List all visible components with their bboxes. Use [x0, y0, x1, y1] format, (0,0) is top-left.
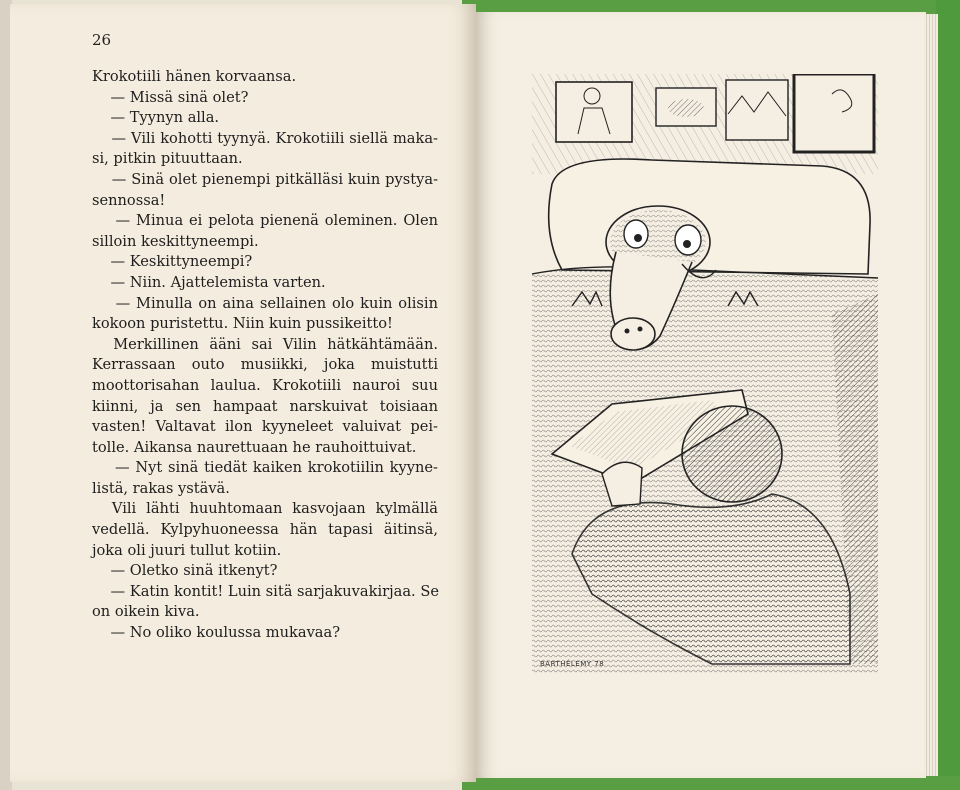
text-line: — Keskittyneempi?	[92, 253, 253, 271]
text-line: moottorisahan laulua. Krokotiili nauroi suu	[92, 376, 438, 394]
text-line: Kerrassaan outo musiikki, joka muistutti	[92, 356, 438, 374]
text-line: sennossa!	[92, 191, 166, 209]
text-line: tolle. Aikansa naurettuaan he rauhoittuivat.	[92, 438, 417, 456]
text-line: vasten! Valtavat ilon kyyneleet valuivat pei-	[92, 418, 438, 436]
text-line: vedellä. Kylpyhuoneessa hän tapasi äitinsä,	[92, 521, 438, 539]
book-cover-right	[936, 0, 960, 790]
text-line: — Vili kohotti tyynyä. Krokotiili siellä maka-	[92, 129, 438, 147]
text-line: silloin keskittyneempi.	[92, 232, 259, 250]
page-text	[92, 67, 438, 644]
text-line: kokoon puristettu. Niin kuin pussikeitto!	[92, 315, 393, 333]
page-edges	[924, 14, 938, 776]
text-line: — Sinä olet pienempi pitkälläsi kuin pystya-	[92, 170, 438, 188]
text-line: — No oliko koulussa mukavaa?	[92, 624, 341, 642]
text-line: Vili lähti huuhtomaan kasvojaan kylmällä	[92, 500, 438, 518]
text-line: — Minulla on aina sellainen olo kuin olisin	[92, 294, 438, 312]
text-line: joka oli juuri tullut kotiin.	[92, 541, 282, 559]
text-line: — Minua ei pelota pienenä oleminen. Olen	[92, 212, 438, 230]
book-cover-bottom	[462, 776, 960, 790]
text-line: — Nyt sinä tiedät kaiken krokotiilin kyyne-	[92, 459, 438, 477]
text-line: — Tyynyn alla.	[92, 109, 220, 127]
illustrator-signature: BARTHÉLEMY 78	[540, 660, 605, 668]
text-line: si, pitkin pituuttaan.	[92, 150, 243, 168]
text-line: Krokotiili hänen korvaansa.	[92, 68, 297, 85]
text-line: on oikein kiva.	[92, 603, 200, 621]
text-line: — Niin. Ajattelemista varten.	[92, 273, 326, 291]
text-line: Merkillinen ääni sai Vilin hätkähtämään.	[92, 335, 438, 353]
text-line: — Missä sinä olet?	[92, 88, 249, 106]
text-line: — Katin kontit! Luin sitä sarjakuvakirjaa. Se	[92, 582, 439, 600]
text-line: kiinni, ja sen hampaat narskuivat toisiaan	[92, 397, 438, 415]
page-number: 26	[92, 31, 112, 49]
crocodile-bed-illustration	[532, 74, 878, 674]
text-line: listä, rakas ystävä.	[92, 479, 230, 497]
text-line: — Oletko sinä itkenyt?	[92, 562, 278, 580]
